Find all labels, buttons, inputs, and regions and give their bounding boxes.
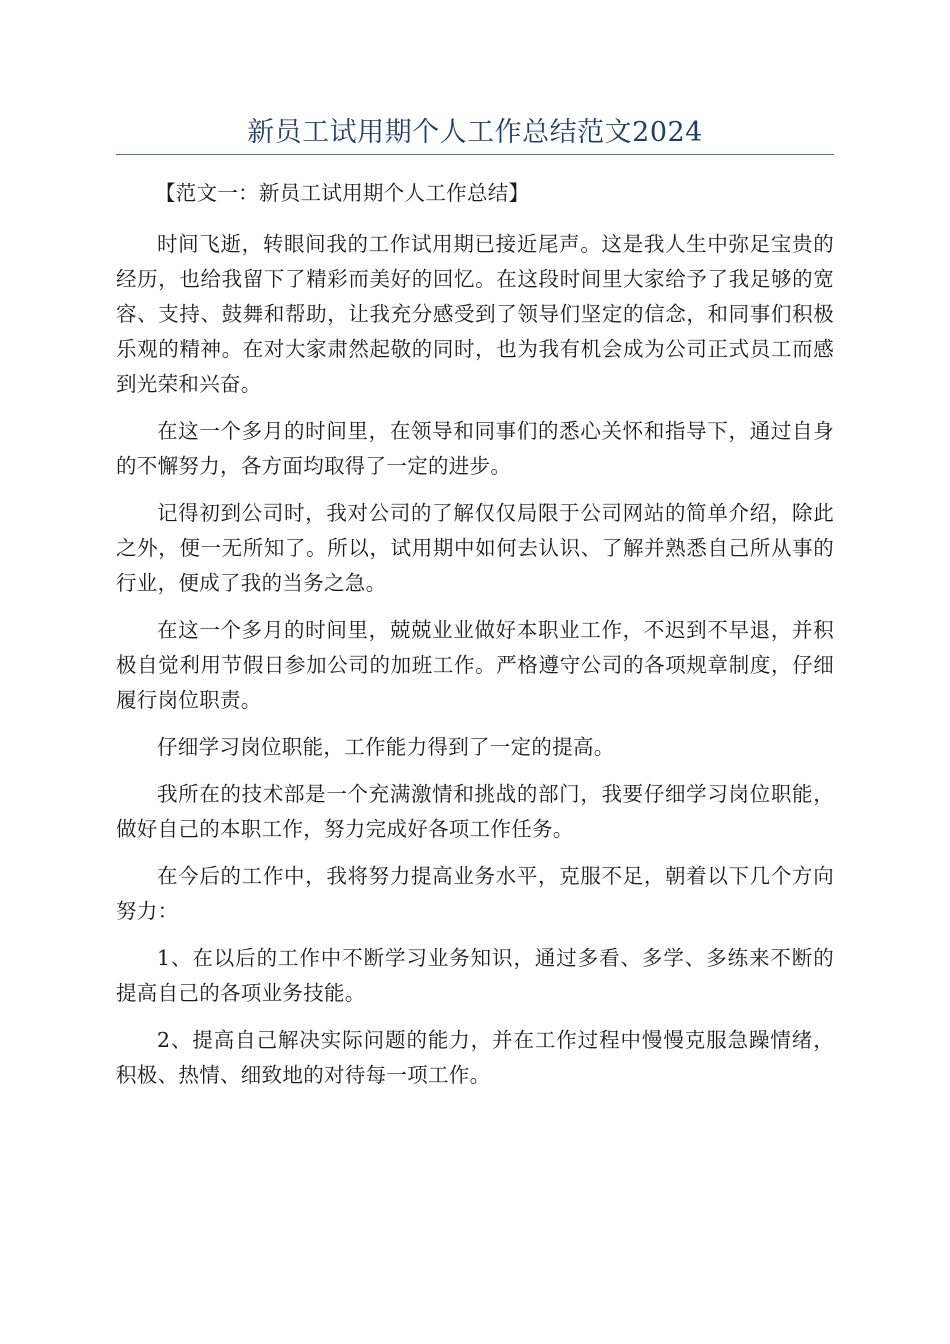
paragraph: 仔细学习岗位职能，工作能力得到了一定的提高。 [157,735,615,759]
section-heading: 【范文一：新员工试用期个人工作总结】 [154,181,530,205]
title-underline [116,154,834,155]
paragraph: 时间飞逝，转眼间我的工作试用期已接近尾声。这是我人生中弥足宝贵的经历，也给我留下了精彩而美好的回忆。在这段时间里大家给予了我足够的宽容、支持、鼓舞和帮助，让我充分感受到了领导们坚定的信念，和同事们积极乐观的精神。在对大家肃然起敬的同时，也为我有机会成为公司正式员工而感到光荣和兴奋。 [116,232,834,396]
paragraph: 在这一个多月的时间里，在领导和同事们的悉心关怀和指导下，通过自身的不懈努力，各方面均取得了一定的进步。 [116,419,834,478]
list-item-paragraph: 1、在以后的工作中不断学习业务知识，通过多看、多学、多练来不断的提高自己的各项业务技能。 [116,946,834,1005]
document-title: 新员工试用期个人工作总结范文2024 [247,117,703,148]
paragraph: 在今后的工作中，我将努力提高业务水平，克服不足，朝着以下几个方向努力： [116,864,834,923]
paragraph: 记得初到公司时，我对公司的了解仅仅局限于公司网站的简单介绍，除此之外，便一无所知了。所以，试用期中如何去认识、了解并熟悉自己所从事的行业，便成了我的当务之急。 [116,501,834,595]
paragraph: 在这一个多月的时间里，兢兢业业做好本职业工作，不迟到不早退，并积极自觉利用节假日参加公司的加班工作。严格遵守公司的各项规章制度，仔细履行岗位职责。 [116,618,834,712]
list-item-paragraph: 2、提高自己解决实际问题的能力，并在工作过程中慢慢克服急躁情绪，积极、热情、细致地的对待每一项工作。 [116,1028,834,1087]
document-body [116,176,834,1105]
paragraph: 我所在的技术部是一个充满激情和挑战的部门，我要仔细学习岗位职能，做好自己的本职工作，努力完成好各项工作任务。 [116,782,834,841]
